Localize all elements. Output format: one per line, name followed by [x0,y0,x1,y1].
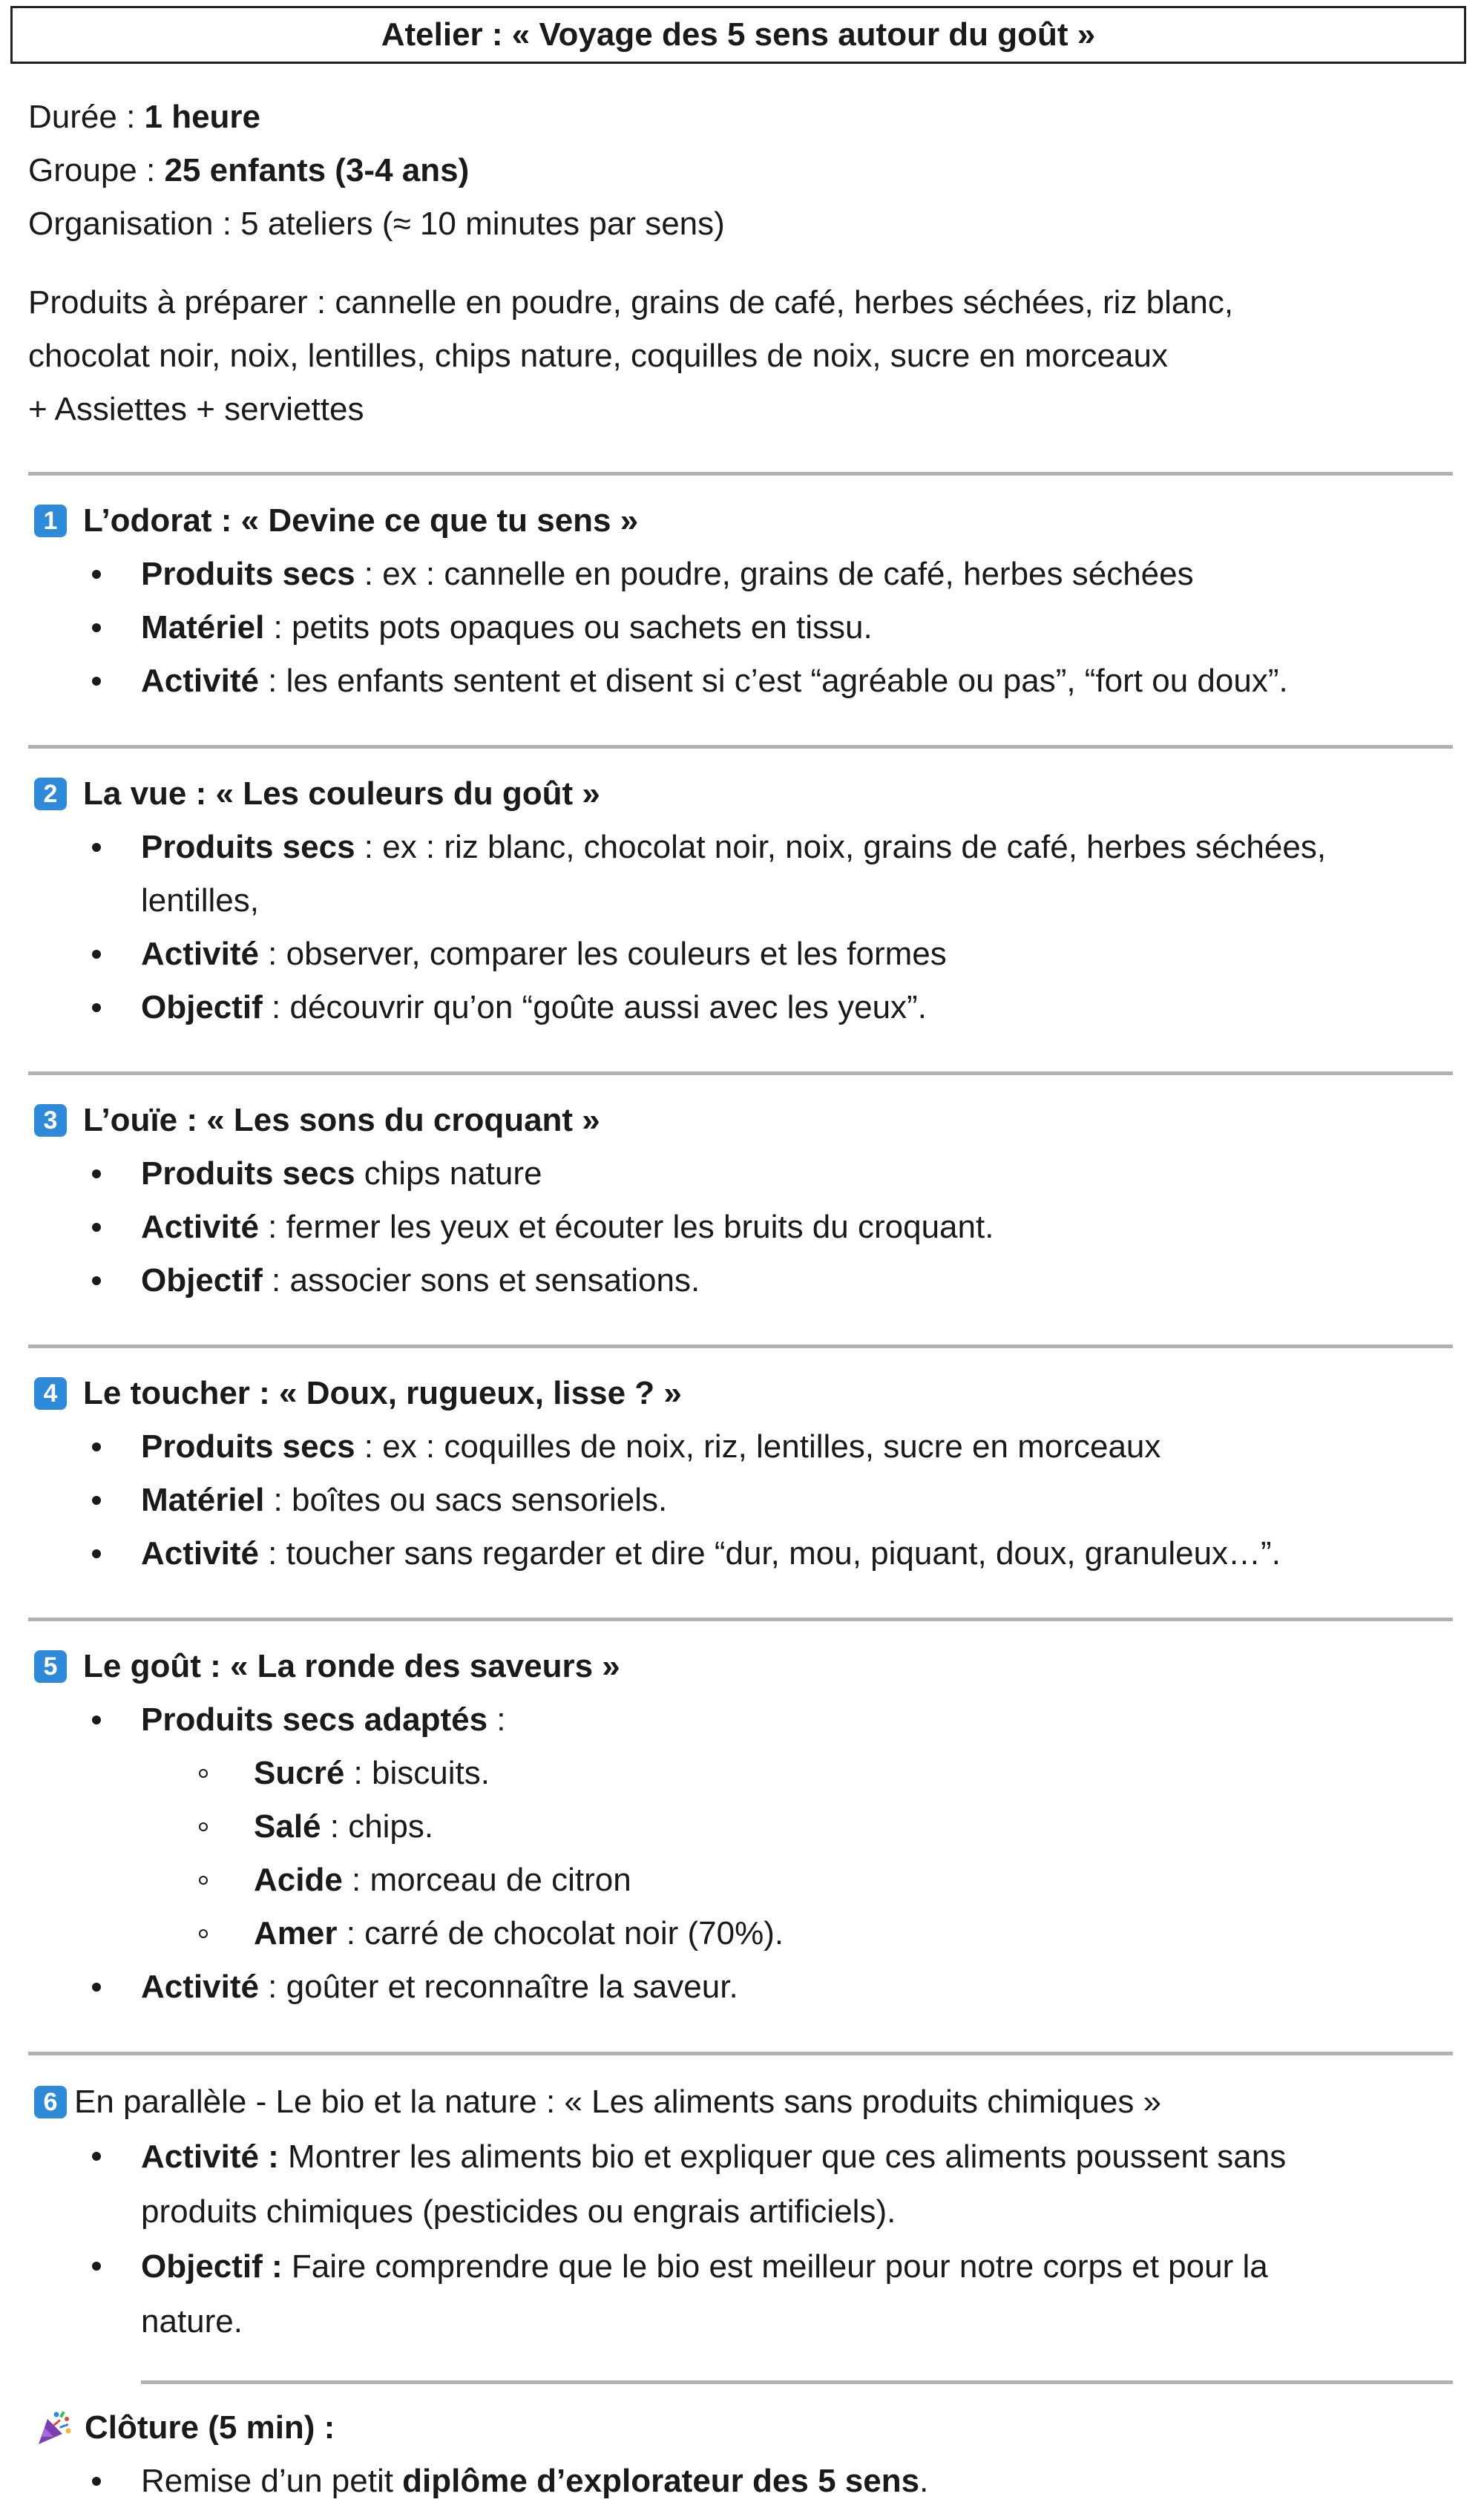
bullet-list [28,1420,1453,1580]
sub-list-item: Acide : morceau de citron [141,1854,1453,1907]
list-item: Matériel : boîtes ou sacs sensoriels. [28,1474,1453,1527]
bullet-list [28,1693,1453,2014]
party-popper-icon [34,2409,73,2447]
divider [28,2052,1453,2055]
produits-line-2: chocolat noir, noix, lentilles, chips nature, coquilles de noix, sucre en morceaux [28,338,1168,374]
section-gout [28,1640,1453,2014]
groupe-label: Groupe : [28,152,165,188]
bullet-list [28,2455,1453,2508]
section-title: L’odorat : « Devine ce que tu sens » [83,502,639,539]
list-item: Produits secs : ex : cannelle en poudre, grains de café, herbes séchées [28,548,1453,601]
divider [28,1345,1453,1348]
list-item: Activité : toucher sans regarder et dire “dur, mou, piquant, doux, granuleux…”. [28,1527,1453,1580]
section-header [28,2401,1453,2455]
list-item: Produits secs : ex : riz blanc, chocolat noir, noix, grains de café, herbes séchées, lentilles, [28,821,1453,928]
divider [28,1618,1453,1621]
bullet-list [28,1147,1453,1307]
bullet-list [28,2130,1453,2349]
groupe-line [28,144,1453,197]
duree-value: 1 heure [144,99,261,135]
produits-line-1: Produits à préparer : cannelle en poudre, grains de café, herbes séchées, riz blanc, [28,284,1234,321]
list-item: Activité : goûter et reconnaître la saveur. [28,1960,1453,2014]
list-item: Objectif : associer sons et sensations. [28,1254,1453,1307]
divider [28,745,1453,749]
number-3-icon: 3 [34,1104,67,1137]
section-bio [28,2075,1453,2349]
list-item: Activité : fermer les yeux et écouter les bruits du croquant. [28,1201,1453,1254]
list-item: Remise d’un petit diplôme d’explorateur des 5 sens. [28,2455,1453,2508]
list-item: Objectif : découvrir qu’on “goûte aussi avec les yeux”. [28,981,1453,1034]
divider [28,472,1453,476]
list-item: Produits secs : ex : coquilles de noix, riz, lentilles, sucre en morceaux [28,1420,1453,1474]
section-title: Le toucher : « Doux, rugueux, lisse ? » [83,1375,682,1411]
section-title: En parallèle - Le bio et la nature : « Les aliments sans produits chimiques » [74,2084,1162,2120]
list-item: Activité : les enfants sentent et disent si c’est “agréable ou pas”, “fort ou doux”. [28,654,1453,708]
divider [28,1071,1453,1075]
bullet-list [28,821,1453,1034]
sub-list-item: Sucré : biscuits. [141,1747,1453,1800]
section-header [28,1367,1453,1420]
sub-list-item: Salé : chips. [141,1800,1453,1854]
section-toucher [28,1367,1453,1580]
section-vue [28,767,1453,1034]
section-header [28,767,1453,821]
section-ouie [28,1094,1453,1307]
section-header [28,2075,1453,2130]
number-1-icon: 1 [34,505,67,537]
list-item: Produits secs adaptés : Sucré : biscuits. Salé : chips. Acide : morceau de citron Amer : carré de chocolat noir (70%). [28,1693,1453,1960]
number-6-icon: 6 [34,2086,67,2118]
list-item: Matériel : petits pots opaques ou sachets en tissu. [28,601,1453,654]
groupe-value: 25 enfants (3-4 ans) [164,152,470,188]
intro-block [28,91,1453,436]
section-header [28,1094,1453,1147]
divider [141,2380,1453,2384]
sub-list [141,1747,1453,1960]
organisation-line: Organisation : 5 ateliers (≈ 10 minutes par sens) [28,206,725,242]
section-cloture [28,2401,1453,2508]
section-header [28,1640,1453,1693]
section-header [28,494,1453,548]
number-5-icon: 5 [34,1650,67,1683]
sub-list-item: Amer : carré de chocolat noir (70%). [141,1907,1453,1960]
number-2-icon: 2 [34,778,67,810]
section-title: Le goût : « La ronde des saveurs » [83,1648,620,1684]
section-odorat [28,494,1453,708]
section-title: La vue : « Les couleurs du goût » [83,775,600,812]
produits-line-3: + Assiettes + serviettes [28,391,364,427]
bullet-list [28,548,1453,708]
list-item: Activité : Montrer les aliments bio et expliquer que ces aliments poussent sans produits chimiques (pesticides ou engrais artificiels). [28,2130,1453,2239]
section-title: L’ouïe : « Les sons du croquant » [83,1102,600,1138]
duree-line [28,91,1453,144]
number-4-icon: 4 [34,1377,67,1410]
duree-label: Durée : [28,99,145,135]
list-item: Objectif : Faire comprendre que le bio est meilleur pour notre corps et pour la nature. [28,2239,1453,2349]
page-title: Atelier : « Voyage des 5 sens autour du goût » [10,6,1466,64]
list-item: Activité : observer, comparer les couleurs et les formes [28,928,1453,981]
section-title: Clôture (5 min) : [85,2409,335,2446]
list-item: Produits secs chips nature [28,1147,1453,1201]
